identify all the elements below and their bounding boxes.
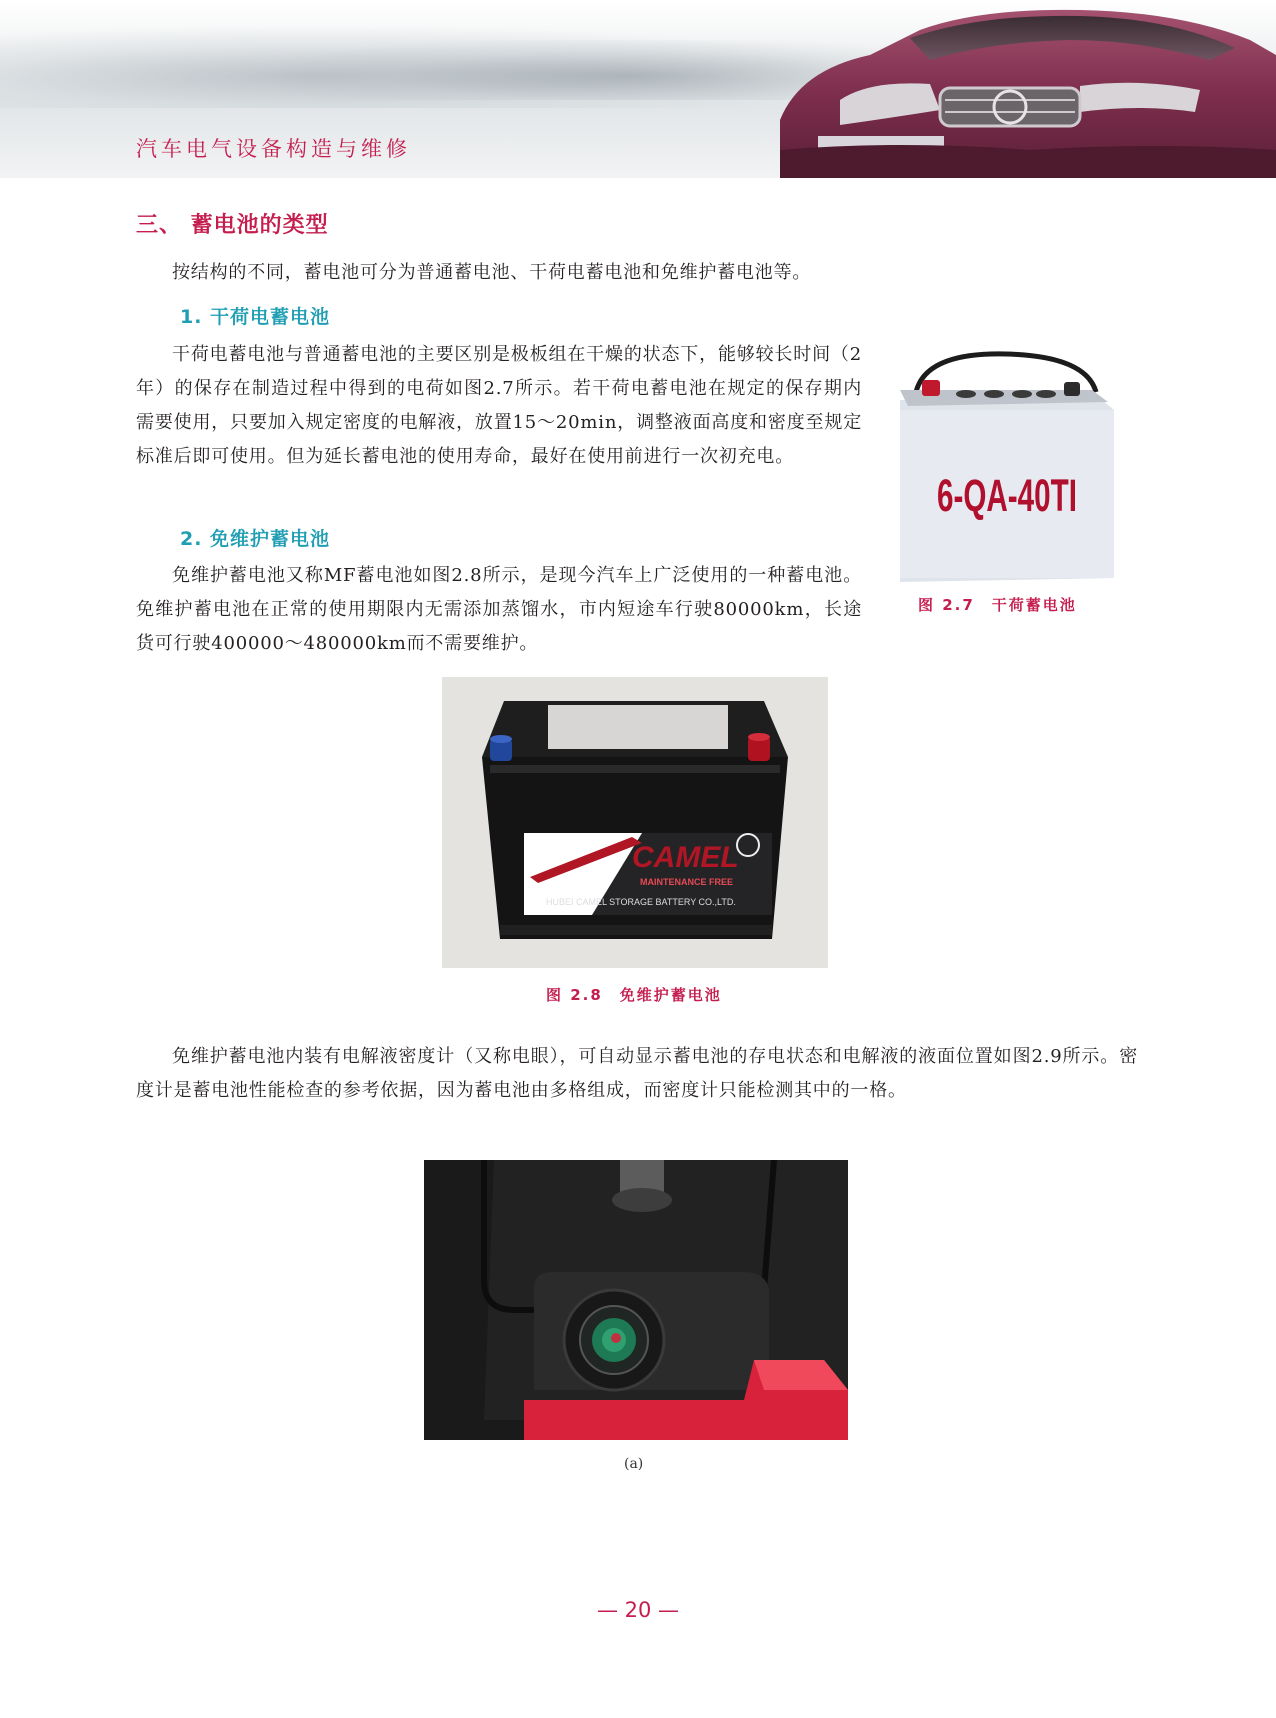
dry-charged-paragraph: 干荷电蓄电池与普通蓄电池的主要区别是极板组在干燥的状态下，能够较长时间（2年）的保存在制造过程中得到的电荷如图2.7所示。若干荷电蓄电池在规定的保存期内需要使用，只要加入规定密度的电解液，放置15～20min，调整液面高度和密度至规定标准后即可使用。但为延长蓄电池的使用寿命，最好在使用前进行一次初充电。 (136, 344, 862, 467)
header-banner (0, 0, 1276, 178)
figure-2-8 (442, 677, 828, 968)
battery-brand: CAMEL (632, 841, 739, 874)
figure-2-8-caption: 图 2.8 免维护蓄电池 (546, 986, 722, 1004)
figure-2-7 (886, 350, 1116, 582)
figure-2-9a (424, 1160, 848, 1440)
battery-maker: HUBEI CAMEL STORAGE BATTERY CO.,LTD. (546, 897, 736, 907)
section-title: 三、 蓄电池的类型 (136, 213, 329, 238)
subsection-title-dry-charged: 1. 干荷电蓄电池 (180, 306, 331, 328)
battery-hydrometer-photo (424, 1160, 848, 1440)
page-number: — 20 — (596, 1598, 680, 1622)
maintenance-free-paragraph: 免维护蓄电池又称MF蓄电池如图2.8所示，是现今汽车上广泛使用的一种蓄电池。免维护蓄电池在正常的使用期限内无需添加蒸馏水，市内短途车行驶80000km，长途货可行驶400000～480000km而不需要维护。 (136, 565, 862, 654)
car-illustration (780, 0, 1276, 178)
book-title: 汽车电气设备构造与维修 (136, 137, 411, 161)
subsection-title-maintenance-free: 2. 免维护蓄电池 (180, 528, 331, 550)
hydrometer-paragraph: 免维护蓄电池内装有电解液密度计（又称电眼），可自动显示蓄电池的存电状态和电解液的液面位置如图2.9所示。密度计是蓄电池性能检查的参考依据，因为蓄电池由多格组成，而密度计只能检测其中的一格。 (136, 1046, 1138, 1101)
intro-paragraph: 按结构的不同，蓄电池可分为普通蓄电池、干荷电蓄电池和免维护蓄电池等。 (172, 262, 812, 283)
figure-2-9a-caption: (a) (624, 1456, 644, 1472)
battery-model-label: 6-QA-40TI (937, 470, 1077, 522)
battery-tagline: MAINTENANCE FREE (640, 877, 734, 887)
dry-charged-battery-photo (886, 350, 1116, 582)
maintenance-free-battery-photo (442, 677, 828, 968)
figure-2-7-caption: 图 2.7 干荷蓄电池 (918, 596, 1077, 614)
